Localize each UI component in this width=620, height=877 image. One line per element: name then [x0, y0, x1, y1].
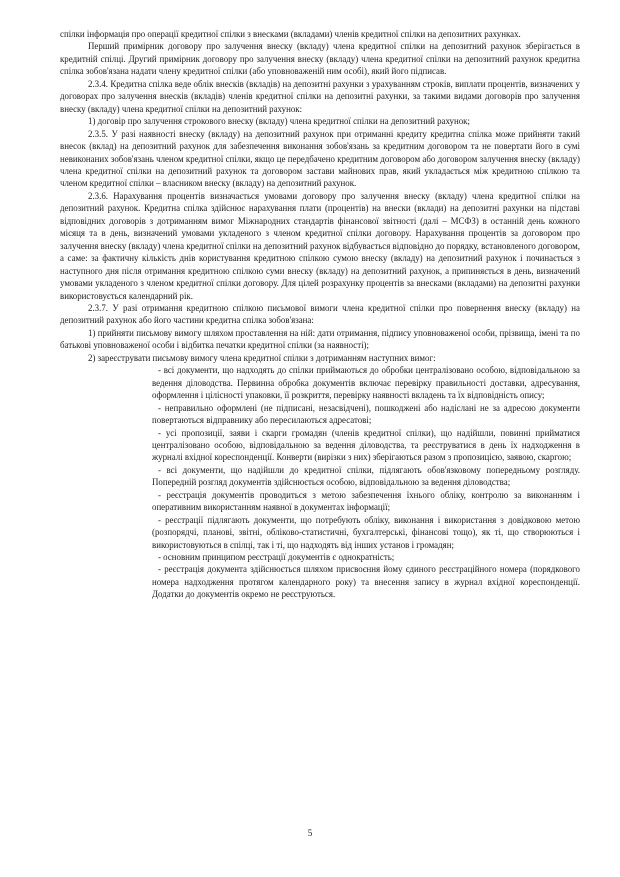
- list-item-registration: - реєстрація документів проводиться з метою забезпечення їхнього обліку, контролю за виконанням і оперативним використанням наявної в документах інформації;: [152, 489, 580, 513]
- paragraph-continuation: спілки інформація про операції кредитної спілки з внесками (вкладами) членів кредитної спілки на депозитних рахунках.: [60, 29, 521, 39]
- paragraph-2-3-4: 2.3.4. Кредитна спілка веде облік внесків (вкладів) на депозитні рахунки з урахуванням строків, виплати процентів, визначених у договорах про залучення внесків (вкладів) членів кредитної спілки на депозитні рахунки, за такими видами договорів про залучення внеску (вкладу) члена кредитної спілки на депозитний рахунок:: [60, 78, 580, 114]
- list-item-registration: - неправильно оформлені (не підписані, незасвідчені), пошкоджені або надіслані не за адресою документи повертаються відправнику або пересилаються адресатові;: [152, 402, 580, 426]
- paragraph-contract-copies: Перший примірник договору про залучення внеску (вкладу) члена кредитної спілки на депозитний рахунок зберігається в кредитній спілці. Другий примірник договору про залучення внеску (вкладу) члена кредитної спілки на депозитний рахунок кредитна спілка зобов'язана надати члену кредитної спілки (або уповноваженій ним особі), який його підписав.: [60, 41, 580, 77]
- paragraph-2-3-4-item-1: 1) договір про залучення строкового внеску (вкладу) члена кредитної спілки на депозитний рахунок;: [88, 116, 470, 127]
- list-item-registration: - основним принципом реєстрації документів є однократність;: [158, 552, 395, 563]
- paragraph-2-3-5: 2.3.5. У разі наявності внеску (вкладу) на депозитний рахунок при отриманні кредиту кредитна спілка може прийняти такий внесок (вклад) на депозитний рахунок для забезпечення виконання зобов'язань за кредитним договором та не повертати його в сумі невиконаних зобов'язань членом кредитної спілки, якщо це передбачено кредитним договором або договором залучення внеску (вкладу) члена кредитної спілки на депозитний рахунок та договором застави майнових прав, який укладається між кредитною спілкою та членом кредитної спілки – власником внеску (вкладу) на депозитний рахунок.: [60, 128, 580, 189]
- list-item-registration: - всі документи, що надходять до спілки приймаються до обробки централізовано особою, відповідальною за ведення діловодства. Первинна обробка документів включає перевірку правильності доставки, адресування, оформлення і цілісності упаковки, її розкриття, перевірку наявності вкладень та їх відповідність опису;: [152, 365, 580, 401]
- paragraph-2-3-7-item-2: 2) зареєструвати письмову вимогу члена кредитної спілки з дотриманням наступних вимог:: [88, 352, 436, 363]
- paragraph-2-3-7-item-1: 1) прийняти письмову вимогу шляхом проставлення на ній: дати отримання, підпису уповноваженої особи, прізвища, імені та по батькові уповноваженої особи і відбитка печатки кредитної спілки (за наявності);: [60, 327, 580, 351]
- paragraph-2-3-7: 2.3.7. У разі отримання кредитною спілкою письмової вимоги члена кредитної спілки про повернення внеску (вкладу) на депозитний рахунок або його частини кредитна спілка зобов'язана:: [60, 302, 580, 326]
- document-page: [60, 28, 580, 601]
- list-item-registration: - всі документи, що надійшли до кредитної спілки, підлягають обов'язковому попередньому розгляду. Попередній розгляд документів здійснюється особою, відповідальною за ведення діловодства;: [152, 464, 580, 488]
- page-number: 5: [307, 828, 313, 838]
- list-item-registration: - реєстрація документа здійснюється шляхом присвоєння йому єдиного реєстраційного номера (порядкового номера надходження протягом календарного року) та внесення запису в журнал вхідної кореспонденції. Додатки до документів окремо не реєструються.: [152, 564, 580, 600]
- list-item-registration: - реєстрації підлягають документи, що потребують обліку, виконання і використання з довідковою метою (розпорядчі, планові, звітні, обліково-статистичні, бухгалтерські, фінансові тощо), як ті, що створюються і використовуються в спілці, так і ті, що надходять від інших установ і громадян;: [152, 514, 580, 550]
- paragraph-2-3-6: 2.3.6. Нарахування процентів визначається умовами договору про залучення внеску (вкладу) члена кредитної спілки на депозитний рахунок. Кредитна спілка здійснює нарахування плати (процентів) на внески (вклади) на депозитні рахунки на підставі відповідних договорів з дотриманням вимог Міжнародних стандартів фінансової звітності (далі – МСФЗ) в останній день кожного місяця та в день, визначений умовами укладеного з членом кредитної спілки договору. Нарахування процентів за договором про залучення внеску (вкладу) члена кредитної спілки на депозитний рахунок відбувається відповідно до порядку, встановленого договором, а саме: за фактичну кількість днів користування кредитною спілкою сумою внеску (вкладу) на депозитний рахунок і починається з наступного дня після отримання кредитною спілкою суми внеску (вкладу) на депозитний рахунок, а припиняється в день, визначений умовами укладеного з членом кредитної спілки договору. Для цілей розрахунку процентів за внесками (вкладами) на депозитні рахунки використовується календарний рік.: [60, 190, 580, 301]
- list-item-registration: - усі пропозиції, заяви і скарги громадян (членів кредитної спілки), що надійшли, повинні прийматися централізовано особою, відповідальною за ведення діловодства, та реєструватися в день їх надходження в журналі вхідної кореспонденції. Конверти (вирізки з них) зберігаються разом з пропозицією, заявою, скаргою;: [152, 427, 580, 463]
